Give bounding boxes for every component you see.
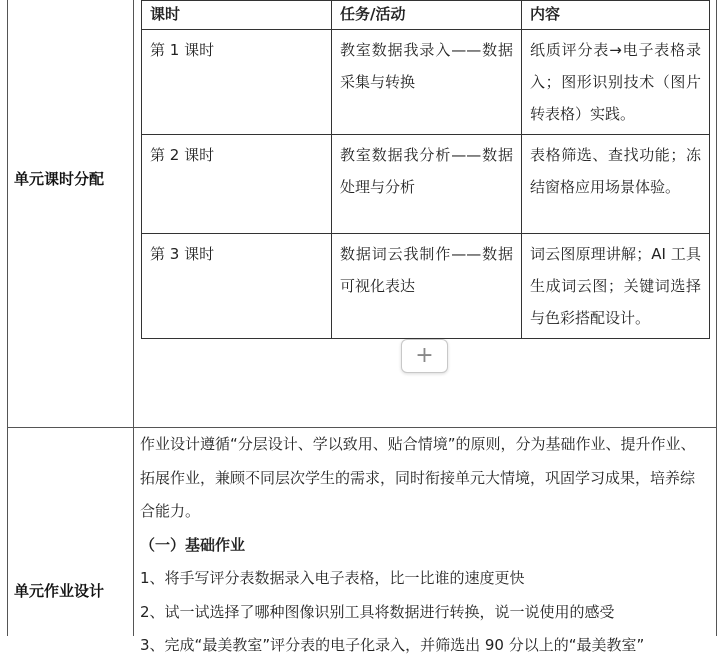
table-row xyxy=(142,234,710,339)
header-cell-task: 任务/活动 xyxy=(332,1,522,30)
outer-right-border xyxy=(716,0,717,636)
section-label-lesson-allocation: 单元课时分配 xyxy=(14,170,105,188)
table-row xyxy=(142,135,710,234)
homework-subheading: （一）基础作业 xyxy=(140,535,246,554)
cell-task: 教室数据我录入——数据采集与转换 xyxy=(332,30,522,135)
cell-content: 纸质评分表→电子表格录入；图形识别技术（图片转表格）实践。 xyxy=(522,30,710,135)
header-cell-lesson: 课时 xyxy=(142,1,332,30)
column-divider xyxy=(133,0,134,636)
lesson-schedule-table xyxy=(141,0,710,339)
list-item: 3、完成“最美教室”评分表的电子化录入，并筛选出 90 分以上的“最美教室” xyxy=(140,636,645,654)
section-label-homework-design: 单元作业设计 xyxy=(14,582,105,600)
cell-task: 数据词云我制作——数据可视化表达 xyxy=(332,234,522,339)
table-header-row xyxy=(142,1,710,30)
cell-lesson: 第 3 课时 xyxy=(142,234,332,339)
cell-task: 教室数据我分析——数据处理与分析 xyxy=(332,135,522,234)
cell-content: 词云图原理讲解；AI 工具生成词云图；关键词选择与色彩搭配设计。 xyxy=(522,234,710,339)
table-row xyxy=(142,30,710,135)
list-item: 1、将手写评分表数据录入电子表格，比一比谁的速度更快 xyxy=(140,569,525,587)
plus-icon: + xyxy=(415,343,434,368)
cell-lesson: 第 1 课时 xyxy=(142,30,332,135)
cell-content: 表格筛选、查找功能；冻结窗格应用场景体验。 xyxy=(522,135,710,234)
outer-left-border xyxy=(7,0,8,636)
homework-intro: 作业设计遵循“分层设计、学以致用、贴合情境”的原则，分为基础作业、提升作业、拓展作业，兼顾不同层次学生的需求，同时衔接单元大情境，巩固学习成果，培养综合能力。 xyxy=(140,435,696,520)
list-item: 2、试一试选择了哪种图像识别工具将数据进行转换，说一说使用的感受 xyxy=(140,602,615,621)
cell-lesson: 第 2 课时 xyxy=(142,135,332,234)
add-row-button[interactable] xyxy=(401,339,448,373)
header-cell-content: 内容 xyxy=(522,1,710,30)
homework-content xyxy=(140,428,712,663)
